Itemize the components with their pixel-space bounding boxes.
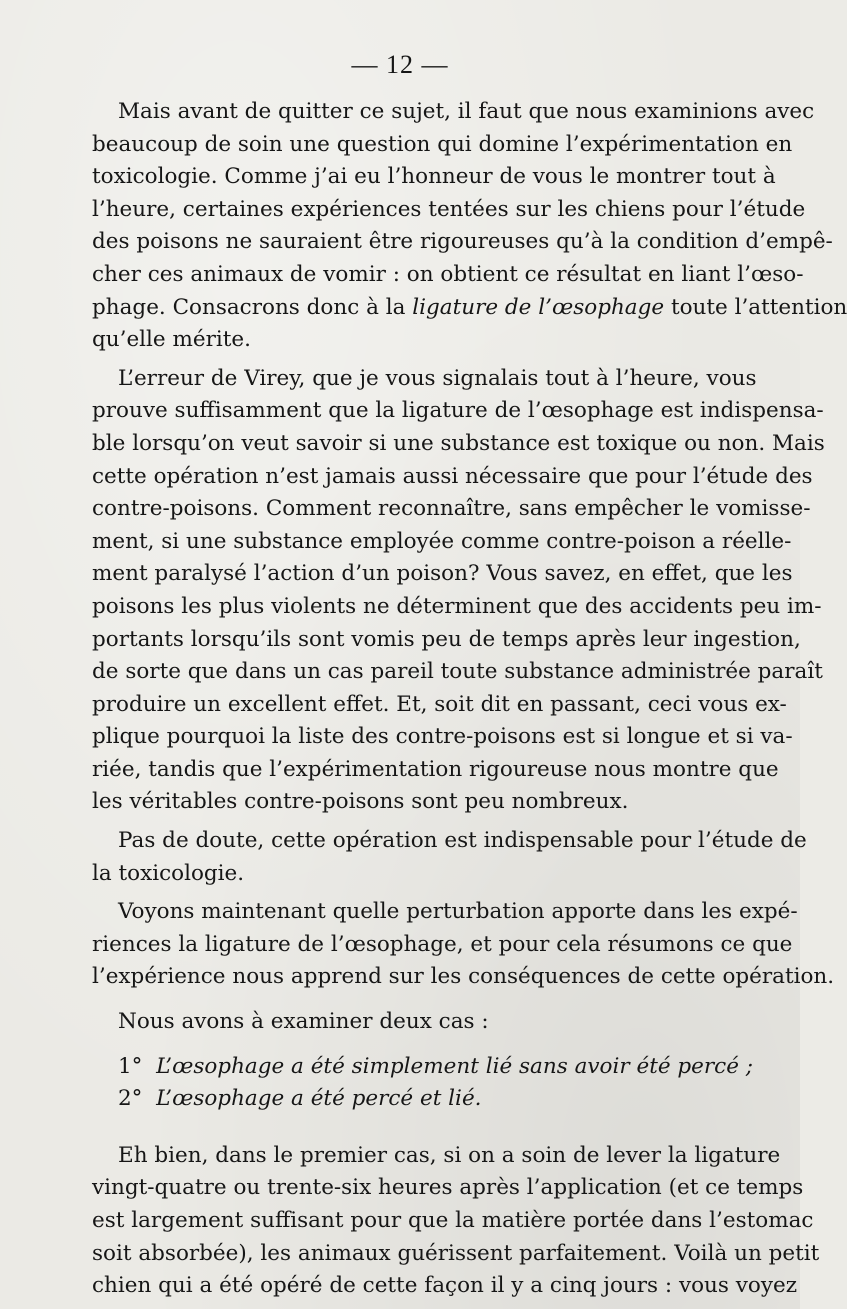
text-line: Voyons maintenant quelle perturbation apporte dans les expé-	[118, 899, 798, 925]
text-line: l’expérience nous apprend sur les conséquences de cette opération.	[92, 964, 835, 990]
text-line: Mais avant de quitter ce sujet, il faut que nous examinions avec	[118, 99, 815, 124]
body-text	[92, 96, 847, 1303]
paragraph-3	[92, 825, 807, 890]
text-line: prouve suffisamment que la ligature de l’œsophage est indispensa-	[92, 398, 824, 424]
text-line: la toxicologie.	[92, 860, 245, 886]
text-line: Pas de doute, cette opération est indispensable pour l’étude de	[118, 828, 807, 854]
text-segment: toute l’attention	[664, 294, 847, 320]
text-line	[92, 292, 847, 325]
text-line: soit absorbée), les animaux guérissent parfaitement. Voilà un petit	[92, 1240, 820, 1266]
text-segment: phage. Consacrons donc à la	[92, 294, 413, 320]
text-line: produire un excellent effet. Et, soit dit en passant, ceci vous ex-	[92, 691, 787, 717]
italic-term: ligature de l’œsophage	[412, 294, 665, 320]
paragraph-5	[92, 1006, 738, 1039]
text-line: qu’elle mérite.	[92, 327, 251, 353]
text-line: Eh bien, dans le premier cas, si on a soin de lever la ligature	[118, 1142, 781, 1168]
text-line: Nous avons à examiner deux cas :	[118, 1009, 489, 1035]
text-line: ment, si une substance employée comme contre-poison a réelle-	[92, 528, 792, 554]
text-line: poisons les plus violents ne déterminent que des accidents peu im-	[92, 593, 822, 619]
text-line: L’erreur de Virey, que je vous signalais tout à l’heure, vous	[118, 365, 757, 391]
case-list	[92, 1051, 754, 1116]
text-line: riée, tandis que l’expérimentation rigoureuse nous montre que	[92, 756, 779, 782]
text-line: de sorte que dans un cas pareil toute substance administrée paraît	[92, 659, 823, 685]
text-line: contre-poisons. Comment reconnaître, sans empêcher le vomisse-	[92, 496, 811, 522]
text-line: cette opération n’est jamais aussi nécessaire que pour l’étude des	[92, 463, 813, 489]
paragraph-4	[92, 896, 835, 994]
text-line: chien qui a été opéré de cette façon il y a cinq jours : vous voyez	[92, 1273, 798, 1299]
text-line: les véritables contre-poisons sont peu nombreux.	[92, 789, 629, 815]
text-line: riences la ligature de l’œsophage, et pour cela résumons ce que	[92, 931, 793, 957]
paragraph-1	[92, 96, 847, 357]
text-line: portants lorsqu’ils sont vomis peu de temps après leur ingestion,	[92, 626, 801, 652]
list-number: 1°	[118, 1053, 143, 1079]
text-line: ble lorsqu’on veut savoir si une substance est toxique ou non. Mais	[92, 430, 825, 456]
list-text: L’œsophage a été percé et lié.	[156, 1086, 482, 1112]
list-number: 2°	[118, 1086, 143, 1112]
text-line: toxicologie. Comme j’ai eu l’honneur de vous le montrer tout à	[92, 164, 776, 190]
text-line: beaucoup de soin une question qui domine l’expérimentation en	[92, 131, 793, 157]
page-number: — 12 —	[351, 50, 449, 79]
paragraph-2	[92, 363, 825, 819]
text-line: des poisons ne sauraient être rigoureuses qu’à la condition d’empê-	[92, 229, 833, 255]
text-line: est largement suffisant pour que la matière portée dans l’estomac	[92, 1208, 814, 1233]
text-line: l’heure, certaines expériences tentées sur les chiens pour l’étude	[92, 196, 806, 222]
text-line: plique pourquoi la liste des contre-poisons est si longue et si va-	[92, 724, 793, 750]
text-line: ment paralysé l’action d’un poison? Vous savez, en effet, que les	[92, 561, 793, 587]
paragraph-6	[92, 1140, 820, 1303]
list-item	[92, 1083, 738, 1116]
list-text: L’œsophage a été simplement lié sans avoir été percé ;	[156, 1053, 754, 1079]
list-item	[92, 1051, 754, 1084]
text-line: cher ces animaux de vomir : on obtient ce résultat en liant l’œso-	[92, 261, 804, 287]
text-line: vingt-quatre ou trente-six heures après l’application (et ce temps	[92, 1175, 804, 1201]
